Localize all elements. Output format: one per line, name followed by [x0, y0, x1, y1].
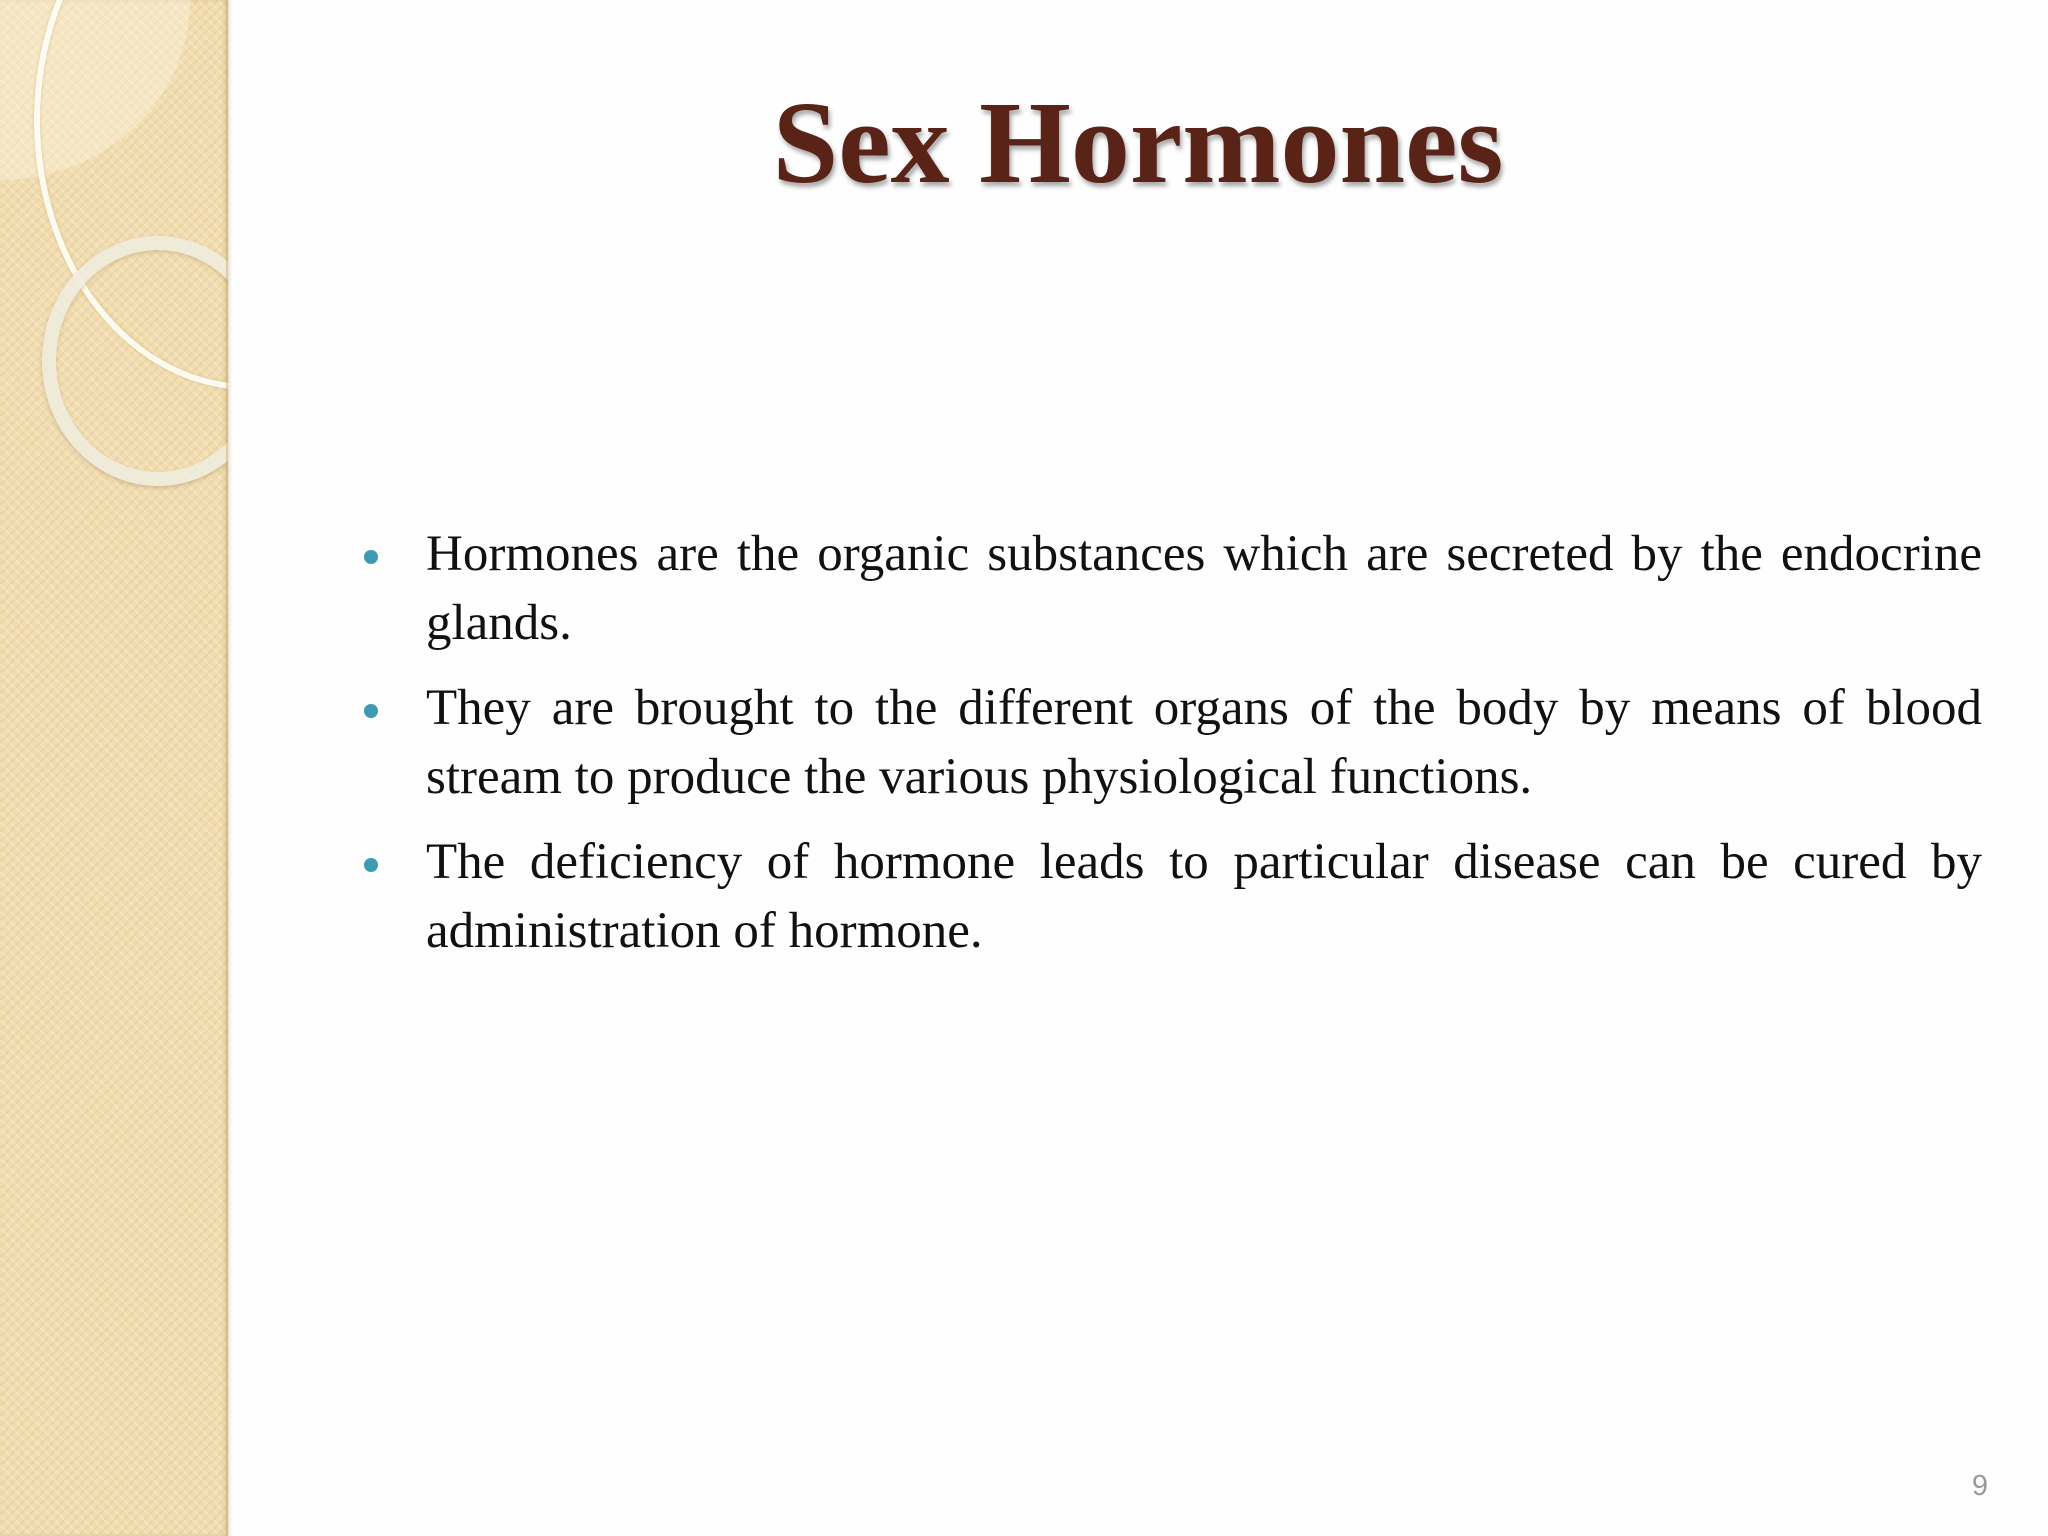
bullet-marker-icon: [364, 704, 378, 718]
bullet-list: [360, 520, 1982, 982]
decorative-side-band: [0, 0, 228, 1536]
slide-title: Sex Hormones: [772, 77, 1504, 208]
page-number: 9: [1971, 1470, 1988, 1502]
bullet-text: They are brought to the different organs of the body by means of blood stream to produce the various physiological functions.: [426, 680, 1982, 805]
bullet-text: Hormones are the organic substances which are secreted by the endocrine glands.: [426, 526, 1982, 651]
side-band-edge: [226, 0, 232, 1536]
bullet-text: The deficiency of hormone leads to particular disease can be cured by administration of hormone.: [426, 834, 1982, 959]
bullet-item: [360, 828, 1982, 966]
bullet-marker-icon: [364, 858, 378, 872]
bullet-marker-icon: [364, 550, 378, 564]
bullet-item: [360, 674, 1982, 812]
bullet-item: [360, 520, 1982, 658]
